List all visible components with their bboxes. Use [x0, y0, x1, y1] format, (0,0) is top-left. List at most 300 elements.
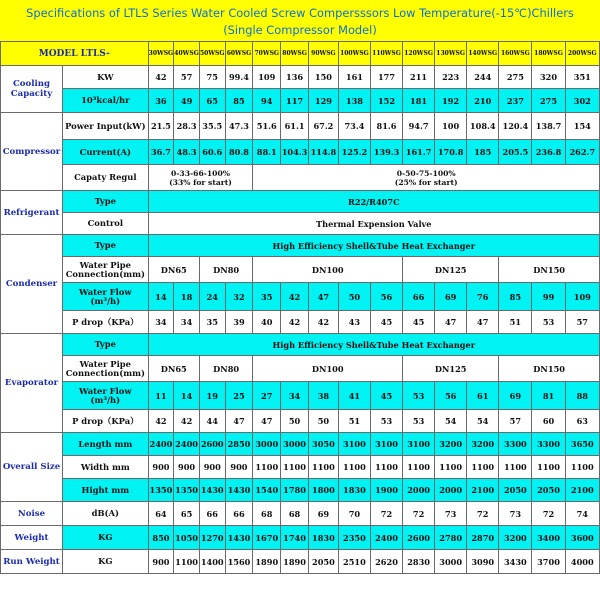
- value-cell: 1780: [281, 479, 309, 502]
- pipe-size: DN65: [148, 356, 199, 382]
- value-cell: 3200: [499, 526, 532, 550]
- value-cell: 900: [199, 456, 225, 479]
- value-cell: 900: [174, 456, 200, 479]
- value-cell: 18: [174, 283, 200, 311]
- condenser-type-value: High Efficiency Shell&Tube Heat Exchanger: [148, 235, 599, 257]
- value-cell: 11: [148, 382, 174, 410]
- value-cell: 262.7: [565, 140, 599, 165]
- value-cell: 236.8: [532, 140, 565, 165]
- pipe-size: DN125: [403, 356, 499, 382]
- value-cell: 73.4: [338, 113, 370, 140]
- condenser-section: Condenser: [1, 235, 63, 334]
- model-header: 70WSG: [253, 42, 281, 66]
- model-header: 120WSG: [403, 42, 435, 66]
- value-cell: 1430: [199, 479, 225, 502]
- value-cell: 150: [308, 66, 338, 89]
- regul-b-range: 0-50-75-100%: [396, 168, 456, 178]
- weight-row: [1, 526, 600, 550]
- value-cell: 66: [199, 502, 225, 526]
- row-label: KW: [63, 66, 149, 89]
- value-cell: 900: [225, 456, 253, 479]
- value-cell: 21.5: [148, 113, 174, 140]
- value-cell: 3100: [370, 433, 402, 456]
- value-cell: 63: [565, 410, 599, 433]
- value-cell: 3100: [338, 433, 370, 456]
- value-cell: 54: [467, 410, 499, 433]
- value-cell: 181: [403, 89, 435, 113]
- value-cell: 1270: [199, 526, 225, 550]
- condenser-flow-row: [1, 283, 600, 311]
- value-cell: 65: [199, 89, 225, 113]
- value-cell: 72: [532, 502, 565, 526]
- value-cell: 61.1: [281, 113, 309, 140]
- value-cell: 36: [148, 89, 174, 113]
- model-header: 90WSG: [308, 42, 338, 66]
- value-cell: 94: [253, 89, 281, 113]
- value-cell: 100: [435, 113, 467, 140]
- value-cell: 81.6: [370, 113, 402, 140]
- value-cell: 85: [225, 89, 253, 113]
- value-cell: 47.3: [225, 113, 253, 140]
- value-cell: 1100: [370, 456, 402, 479]
- value-cell: 50: [308, 410, 338, 433]
- value-cell: 1560: [225, 550, 253, 574]
- value-cell: 1100: [338, 456, 370, 479]
- value-cell: 3300: [499, 433, 532, 456]
- compressor-regul-row: [1, 165, 600, 191]
- value-cell: 244: [467, 66, 499, 89]
- value-cell: 275: [532, 89, 565, 113]
- model-header: 140WSG: [467, 42, 499, 66]
- value-cell: 117: [281, 89, 309, 113]
- row-label: P drop（KPa）: [63, 410, 149, 433]
- value-cell: 70: [338, 502, 370, 526]
- value-cell: 1430: [225, 479, 253, 502]
- value-cell: 109: [253, 66, 281, 89]
- title-line-2: (Single Compressor Model): [223, 23, 377, 37]
- value-cell: 73: [435, 502, 467, 526]
- run-weight-row: [1, 550, 600, 574]
- row-label: Water Pipe Connection(mm): [63, 356, 149, 382]
- value-cell: 275: [499, 66, 532, 89]
- row-label: Capaty Regul: [63, 165, 149, 191]
- refrigerant-section: Refrigerant: [1, 191, 63, 235]
- value-cell: 161: [338, 66, 370, 89]
- value-cell: 3200: [467, 433, 499, 456]
- value-cell: 73: [499, 502, 532, 526]
- row-label: KG: [63, 526, 149, 550]
- value-cell: 42: [281, 283, 309, 311]
- value-cell: 4000: [565, 550, 599, 574]
- value-cell: 3650: [565, 433, 599, 456]
- value-cell: 72: [467, 502, 499, 526]
- refrigerant-control-row: [1, 213, 600, 235]
- value-cell: 45: [403, 311, 435, 334]
- value-cell: 50: [281, 410, 309, 433]
- value-cell: 88: [565, 382, 599, 410]
- value-cell: 2000: [403, 479, 435, 502]
- value-cell: 1430: [225, 526, 253, 550]
- model-header: 100WSG: [338, 42, 370, 66]
- value-cell: 41: [338, 382, 370, 410]
- value-cell: 51: [499, 311, 532, 334]
- value-cell: 38: [308, 382, 338, 410]
- pipe-size: DN150: [499, 356, 600, 382]
- value-cell: 69: [435, 283, 467, 311]
- value-cell: 51: [338, 410, 370, 433]
- value-cell: 50: [338, 283, 370, 311]
- value-cell: 34: [148, 311, 174, 334]
- value-cell: 302: [565, 89, 599, 113]
- value-cell: 56: [370, 283, 402, 311]
- value-cell: 45: [370, 382, 402, 410]
- value-cell: 53: [370, 410, 402, 433]
- value-cell: 54: [435, 410, 467, 433]
- value-cell: 3000: [253, 433, 281, 456]
- value-cell: 72: [403, 502, 435, 526]
- model-header: 80WSG: [281, 42, 309, 66]
- value-cell: 154: [565, 113, 599, 140]
- refrigerant-type-row: [1, 191, 600, 213]
- value-cell: 2100: [467, 479, 499, 502]
- value-cell: 53: [403, 410, 435, 433]
- value-cell: 2050: [308, 550, 338, 574]
- value-cell: 129: [308, 89, 338, 113]
- value-cell: 1830: [308, 526, 338, 550]
- flow-unit: (m³/h): [90, 295, 121, 306]
- regul-small-models: [148, 165, 253, 191]
- row-label: P drop（KPa）: [63, 311, 149, 334]
- value-cell: 138: [338, 89, 370, 113]
- refrigerant-control-value: Thermal Expension Valve: [148, 213, 599, 235]
- value-cell: 2350: [338, 526, 370, 550]
- value-cell: 139.3: [370, 140, 402, 165]
- value-cell: 80.8: [225, 140, 253, 165]
- value-cell: 49: [174, 89, 200, 113]
- value-cell: 1890: [281, 550, 309, 574]
- value-cell: 3050: [308, 433, 338, 456]
- regul-large-models: [253, 165, 600, 191]
- value-cell: 211: [403, 66, 435, 89]
- value-cell: 2400: [174, 433, 200, 456]
- size-length-row: [1, 433, 600, 456]
- value-cell: 69: [308, 502, 338, 526]
- value-cell: 1100: [565, 456, 599, 479]
- condenser-pipe-row: [1, 257, 600, 283]
- value-cell: 42: [308, 311, 338, 334]
- value-cell: 1350: [148, 479, 174, 502]
- value-cell: 60.6: [199, 140, 225, 165]
- value-cell: 76: [467, 283, 499, 311]
- value-cell: 3090: [467, 550, 499, 574]
- value-cell: 177: [370, 66, 402, 89]
- value-cell: 3200: [435, 433, 467, 456]
- value-cell: 19: [199, 382, 225, 410]
- value-cell: 2100: [565, 479, 599, 502]
- value-cell: 2780: [435, 526, 467, 550]
- pipe-size: DN150: [499, 257, 600, 283]
- value-cell: 56: [435, 382, 467, 410]
- value-cell: 3300: [532, 433, 565, 456]
- value-cell: 104.3: [281, 140, 309, 165]
- value-cell: 99.4: [225, 66, 253, 89]
- model-header: 50WSG: [199, 42, 225, 66]
- value-cell: 57: [499, 410, 532, 433]
- noise-row: [1, 502, 600, 526]
- title-banner: [0, 0, 600, 41]
- value-cell: 1050: [174, 526, 200, 550]
- value-cell: 223: [435, 66, 467, 89]
- value-cell: 1830: [338, 479, 370, 502]
- value-cell: 900: [148, 550, 174, 574]
- flow-unit: (m³/h): [90, 394, 121, 405]
- row-label: Control: [63, 213, 149, 235]
- value-cell: 34: [281, 382, 309, 410]
- value-cell: 1540: [253, 479, 281, 502]
- cooling-kcal-row: [1, 89, 600, 113]
- value-cell: 48.3: [174, 140, 200, 165]
- value-cell: 34: [174, 311, 200, 334]
- value-cell: 161.7: [403, 140, 435, 165]
- compressor-section: Compressor: [1, 113, 63, 191]
- value-cell: 1740: [281, 526, 309, 550]
- value-cell: 53: [532, 311, 565, 334]
- evaporator-section: Evaporator: [1, 334, 63, 433]
- model-header-row: [1, 42, 600, 66]
- value-cell: 35.5: [199, 113, 225, 140]
- pipe-size: DN80: [199, 356, 252, 382]
- value-cell: 2870: [467, 526, 499, 550]
- value-cell: 47: [435, 311, 467, 334]
- value-cell: 3600: [565, 526, 599, 550]
- value-cell: 2850: [225, 433, 253, 456]
- value-cell: 60: [532, 410, 565, 433]
- value-cell: 24: [199, 283, 225, 311]
- value-cell: 152: [370, 89, 402, 113]
- value-cell: 1100: [532, 456, 565, 479]
- value-cell: 2400: [148, 433, 174, 456]
- condenser-pdrop-row: [1, 311, 600, 334]
- value-cell: 2510: [338, 550, 370, 574]
- value-cell: 1100: [281, 456, 309, 479]
- value-cell: 170.8: [435, 140, 467, 165]
- value-cell: 125.2: [338, 140, 370, 165]
- compressor-power-row: [1, 113, 600, 140]
- value-cell: 3430: [499, 550, 532, 574]
- row-label: [63, 382, 149, 410]
- value-cell: 67.2: [308, 113, 338, 140]
- value-cell: 14: [174, 382, 200, 410]
- value-cell: 1100: [174, 550, 200, 574]
- value-cell: 1100: [435, 456, 467, 479]
- row-label: Type: [63, 334, 149, 356]
- value-cell: 1400: [199, 550, 225, 574]
- value-cell: 68: [281, 502, 309, 526]
- value-cell: 57: [565, 311, 599, 334]
- value-cell: 42: [281, 311, 309, 334]
- cooling-kw-row: [1, 66, 600, 89]
- row-label: Hight mm: [63, 479, 149, 502]
- value-cell: 3100: [403, 433, 435, 456]
- value-cell: 35: [253, 283, 281, 311]
- row-label: Width mm: [63, 456, 149, 479]
- model-header: 60WSG: [225, 42, 253, 66]
- model-header: 40WSG: [174, 42, 200, 66]
- value-cell: 61: [467, 382, 499, 410]
- model-header: 130WSG: [435, 42, 467, 66]
- value-cell: 64: [148, 502, 174, 526]
- value-cell: 47: [253, 410, 281, 433]
- regul-b-note: (25% for start): [394, 177, 458, 187]
- value-cell: 69: [499, 382, 532, 410]
- row-label: Type: [63, 191, 149, 213]
- pipe-size: DN100: [253, 356, 403, 382]
- model-header: 180WSG: [532, 42, 565, 66]
- value-cell: 47: [308, 283, 338, 311]
- evaporator-pipe-row: [1, 356, 600, 382]
- row-label: Type: [63, 235, 149, 257]
- value-cell: 192: [435, 89, 467, 113]
- value-cell: 51.6: [253, 113, 281, 140]
- value-cell: 1670: [253, 526, 281, 550]
- pipe-size: DN80: [199, 257, 252, 283]
- value-cell: 47: [225, 410, 253, 433]
- row-label: 10³kcal/hr: [63, 89, 149, 113]
- value-cell: 850: [148, 526, 174, 550]
- regul-a-range: 0-33-66-100%: [171, 168, 230, 178]
- noise-section: Noise: [1, 502, 63, 526]
- value-cell: 94.7: [403, 113, 435, 140]
- row-label: Length mm: [63, 433, 149, 456]
- value-cell: 47: [467, 311, 499, 334]
- row-label: [63, 283, 149, 311]
- overall-size-section: Overall Size: [1, 433, 63, 502]
- value-cell: 1100: [467, 456, 499, 479]
- size-width-row: [1, 456, 600, 479]
- value-cell: 85: [499, 283, 532, 311]
- size-height-row: [1, 479, 600, 502]
- row-label: KG: [63, 550, 149, 574]
- row-label: dB(A): [63, 502, 149, 526]
- value-cell: 36.7: [148, 140, 174, 165]
- row-label: Power Input(kW): [63, 113, 149, 140]
- value-cell: 65: [174, 502, 200, 526]
- value-cell: 210: [467, 89, 499, 113]
- value-cell: 1100: [253, 456, 281, 479]
- value-cell: 72: [370, 502, 402, 526]
- value-cell: 3700: [532, 550, 565, 574]
- value-cell: 99: [532, 283, 565, 311]
- refrigerant-type-value: R22/R407C: [148, 191, 599, 213]
- value-cell: 66: [403, 283, 435, 311]
- value-cell: 185: [467, 140, 499, 165]
- value-cell: 43: [338, 311, 370, 334]
- value-cell: 237: [499, 89, 532, 113]
- value-cell: 44: [199, 410, 225, 433]
- value-cell: 1100: [308, 456, 338, 479]
- flow-label: Water Flow: [79, 385, 132, 396]
- condenser-type-row: [1, 235, 600, 257]
- evaporator-type-value: High Efficiency Shell&Tube Heat Exchanger: [148, 334, 599, 356]
- value-cell: 39: [225, 311, 253, 334]
- value-cell: 42: [174, 410, 200, 433]
- value-cell: 136: [281, 66, 309, 89]
- value-cell: 1800: [308, 479, 338, 502]
- value-cell: 138.7: [532, 113, 565, 140]
- value-cell: 57: [174, 66, 200, 89]
- value-cell: 3000: [435, 550, 467, 574]
- value-cell: 1890: [253, 550, 281, 574]
- value-cell: 74: [565, 502, 599, 526]
- pipe-size: DN125: [403, 257, 499, 283]
- pipe-size: DN65: [148, 257, 199, 283]
- value-cell: 900: [148, 456, 174, 479]
- pipe-size: DN100: [253, 257, 403, 283]
- value-cell: 1350: [174, 479, 200, 502]
- value-cell: 81: [532, 382, 565, 410]
- evaporator-flow-row: [1, 382, 600, 410]
- value-cell: 14: [148, 283, 174, 311]
- value-cell: 28.3: [174, 113, 200, 140]
- value-cell: 2050: [532, 479, 565, 502]
- value-cell: 2400: [370, 526, 402, 550]
- model-header: 200WSG: [565, 42, 599, 66]
- value-cell: 2600: [199, 433, 225, 456]
- value-cell: 2050: [499, 479, 532, 502]
- value-cell: 42: [148, 410, 174, 433]
- title-line-1: Specifications of LTLS Series Water Cooled Screw Compersssors Low Temperature(-15℃)Chillers: [26, 6, 574, 20]
- value-cell: 32: [225, 283, 253, 311]
- value-cell: 53: [403, 382, 435, 410]
- weight-section: Weight: [1, 526, 63, 550]
- run-weight-section: Run Weight: [1, 550, 63, 574]
- value-cell: 27: [253, 382, 281, 410]
- value-cell: 109: [565, 283, 599, 311]
- model-header: 160WSG: [499, 42, 532, 66]
- value-cell: 2600: [403, 526, 435, 550]
- evaporator-pdrop-row: [1, 410, 600, 433]
- row-label: Water Pipe Connection(mm): [63, 257, 149, 283]
- value-cell: 2000: [435, 479, 467, 502]
- value-cell: 2830: [403, 550, 435, 574]
- value-cell: 2620: [370, 550, 402, 574]
- value-cell: 205.5: [499, 140, 532, 165]
- cooling-capacity-section: Cooling Capacity: [1, 66, 63, 113]
- value-cell: 1100: [499, 456, 532, 479]
- flow-label: Water Flow: [79, 286, 132, 297]
- value-cell: 3400: [532, 526, 565, 550]
- row-label: Current(A): [63, 140, 149, 165]
- model-header: 110WSG: [370, 42, 402, 66]
- value-cell: 114.8: [308, 140, 338, 165]
- value-cell: 120.4: [499, 113, 532, 140]
- value-cell: 351: [565, 66, 599, 89]
- value-cell: 108.4: [467, 113, 499, 140]
- value-cell: 25: [225, 382, 253, 410]
- value-cell: 42: [148, 66, 174, 89]
- model-label: MODEL LTLS-: [1, 42, 149, 66]
- value-cell: 35: [199, 311, 225, 334]
- value-cell: 1900: [370, 479, 402, 502]
- compressor-current-row: [1, 140, 600, 165]
- value-cell: 45: [370, 311, 402, 334]
- value-cell: 75: [199, 66, 225, 89]
- value-cell: 68: [253, 502, 281, 526]
- value-cell: 320: [532, 66, 565, 89]
- value-cell: 40: [253, 311, 281, 334]
- value-cell: 66: [225, 502, 253, 526]
- spec-table: [0, 41, 600, 574]
